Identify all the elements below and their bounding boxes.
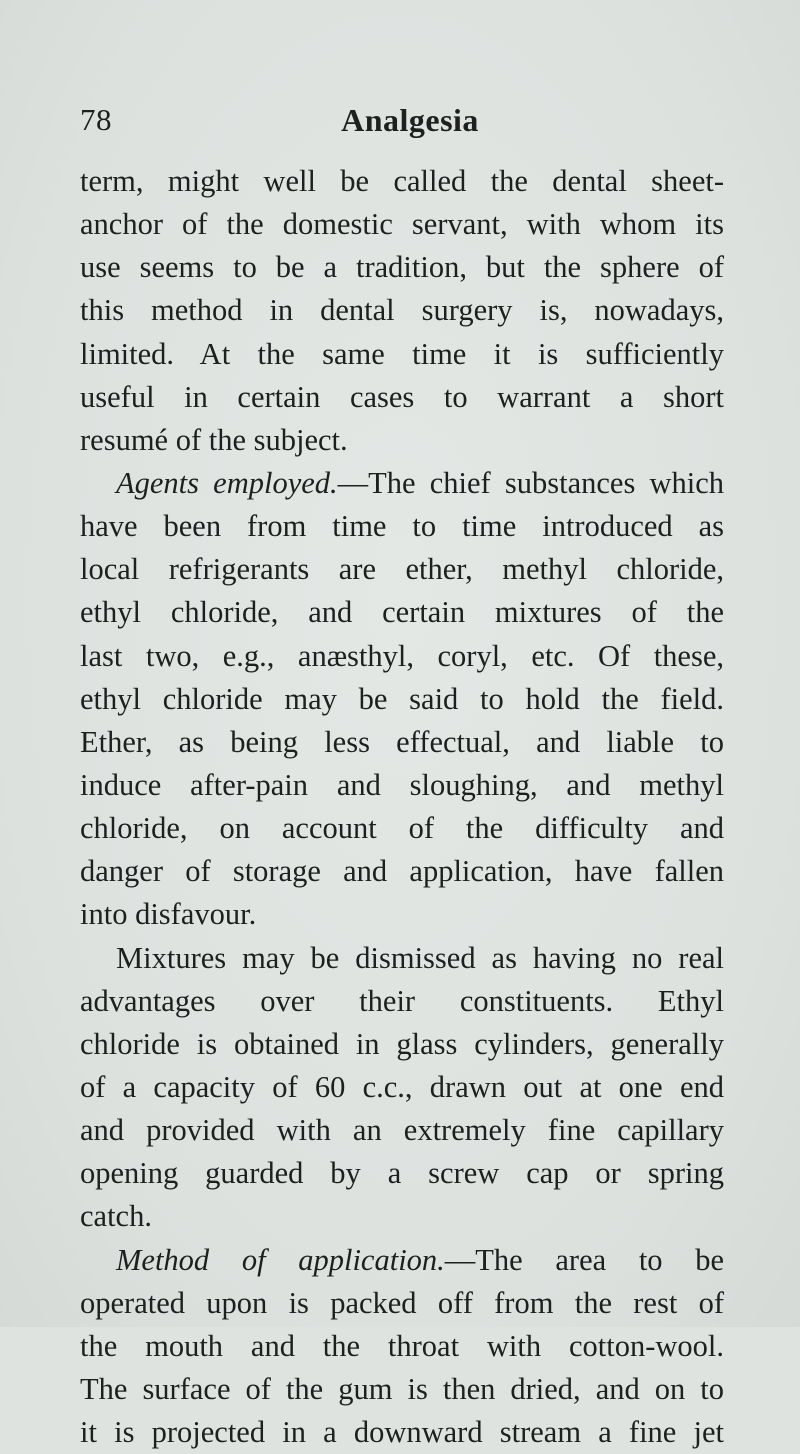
text-line: it is projected in a downward stream a fine jet	[80, 1415, 724, 1450]
text-line: ethyl chloride, and certain mixtures of the	[80, 595, 724, 630]
text-line: resumé of the subject.	[80, 422, 348, 457]
text-line: of a capacity of 60 c.c., drawn out at one end	[80, 1069, 724, 1104]
text-line: operated upon is packed off from the rest of	[80, 1285, 724, 1320]
paragraph-start-line: Method of application.—The area to be	[116, 1242, 724, 1277]
text-line: this method in dental surgery is, nowadays,	[80, 293, 724, 328]
text-line: The surface of the gum is then dried, and on to	[80, 1371, 724, 1406]
text-line: danger of storage and application, have fallen	[80, 854, 724, 889]
text-line: chloride, on account of the difficulty and	[80, 811, 724, 846]
text-line: useful in certain cases to warrant a short	[80, 379, 724, 414]
body-text	[80, 160, 724, 1454]
section-lead: Agents employed.	[116, 465, 338, 500]
text-line: opening guarded by a screw cap or spring	[80, 1156, 724, 1191]
running-title: Analgesia	[341, 102, 479, 138]
text-line: local refrigerants are ether, methyl chloride,	[80, 552, 724, 587]
text-line: limited. At the same time it is sufficiently	[80, 336, 724, 371]
text-line: and provided with an extremely fine capillary	[80, 1113, 724, 1148]
text-line: induce after-pain and sloughing, and methyl	[80, 767, 724, 802]
page-header	[80, 98, 714, 142]
text-line: ethyl chloride may be said to hold the field.	[80, 681, 724, 716]
text-line: use seems to be a tradition, but the sphere of	[80, 250, 724, 285]
paragraph-start-line: Agents employed.—The chief substances which	[116, 465, 724, 500]
text-line: into disfavour.	[80, 897, 257, 932]
text-line: chloride is obtained in glass cylinders, generally	[80, 1026, 724, 1061]
page-number: 78	[80, 102, 112, 137]
text-line: catch.	[80, 1199, 152, 1234]
section-lead: Method of application.	[116, 1242, 445, 1277]
text-line: the mouth and the throat with cotton-wool.	[80, 1328, 724, 1363]
text-line: term, might well be called the dental sheet-	[80, 164, 724, 198]
text-line: have been from time to time introduced as	[80, 509, 724, 544]
text-line: advantages over their constituents. Ethyl	[80, 983, 724, 1018]
paragraph-start-line: Mixtures may be dismissed as having no real	[116, 940, 724, 975]
text-line: last two, e.g., anæsthyl, coryl, etc. Of these,	[80, 638, 724, 673]
text-line: Ether, as being less effectual, and liable to	[80, 724, 724, 759]
text-line: anchor of the domestic servant, with whom its	[80, 207, 724, 242]
